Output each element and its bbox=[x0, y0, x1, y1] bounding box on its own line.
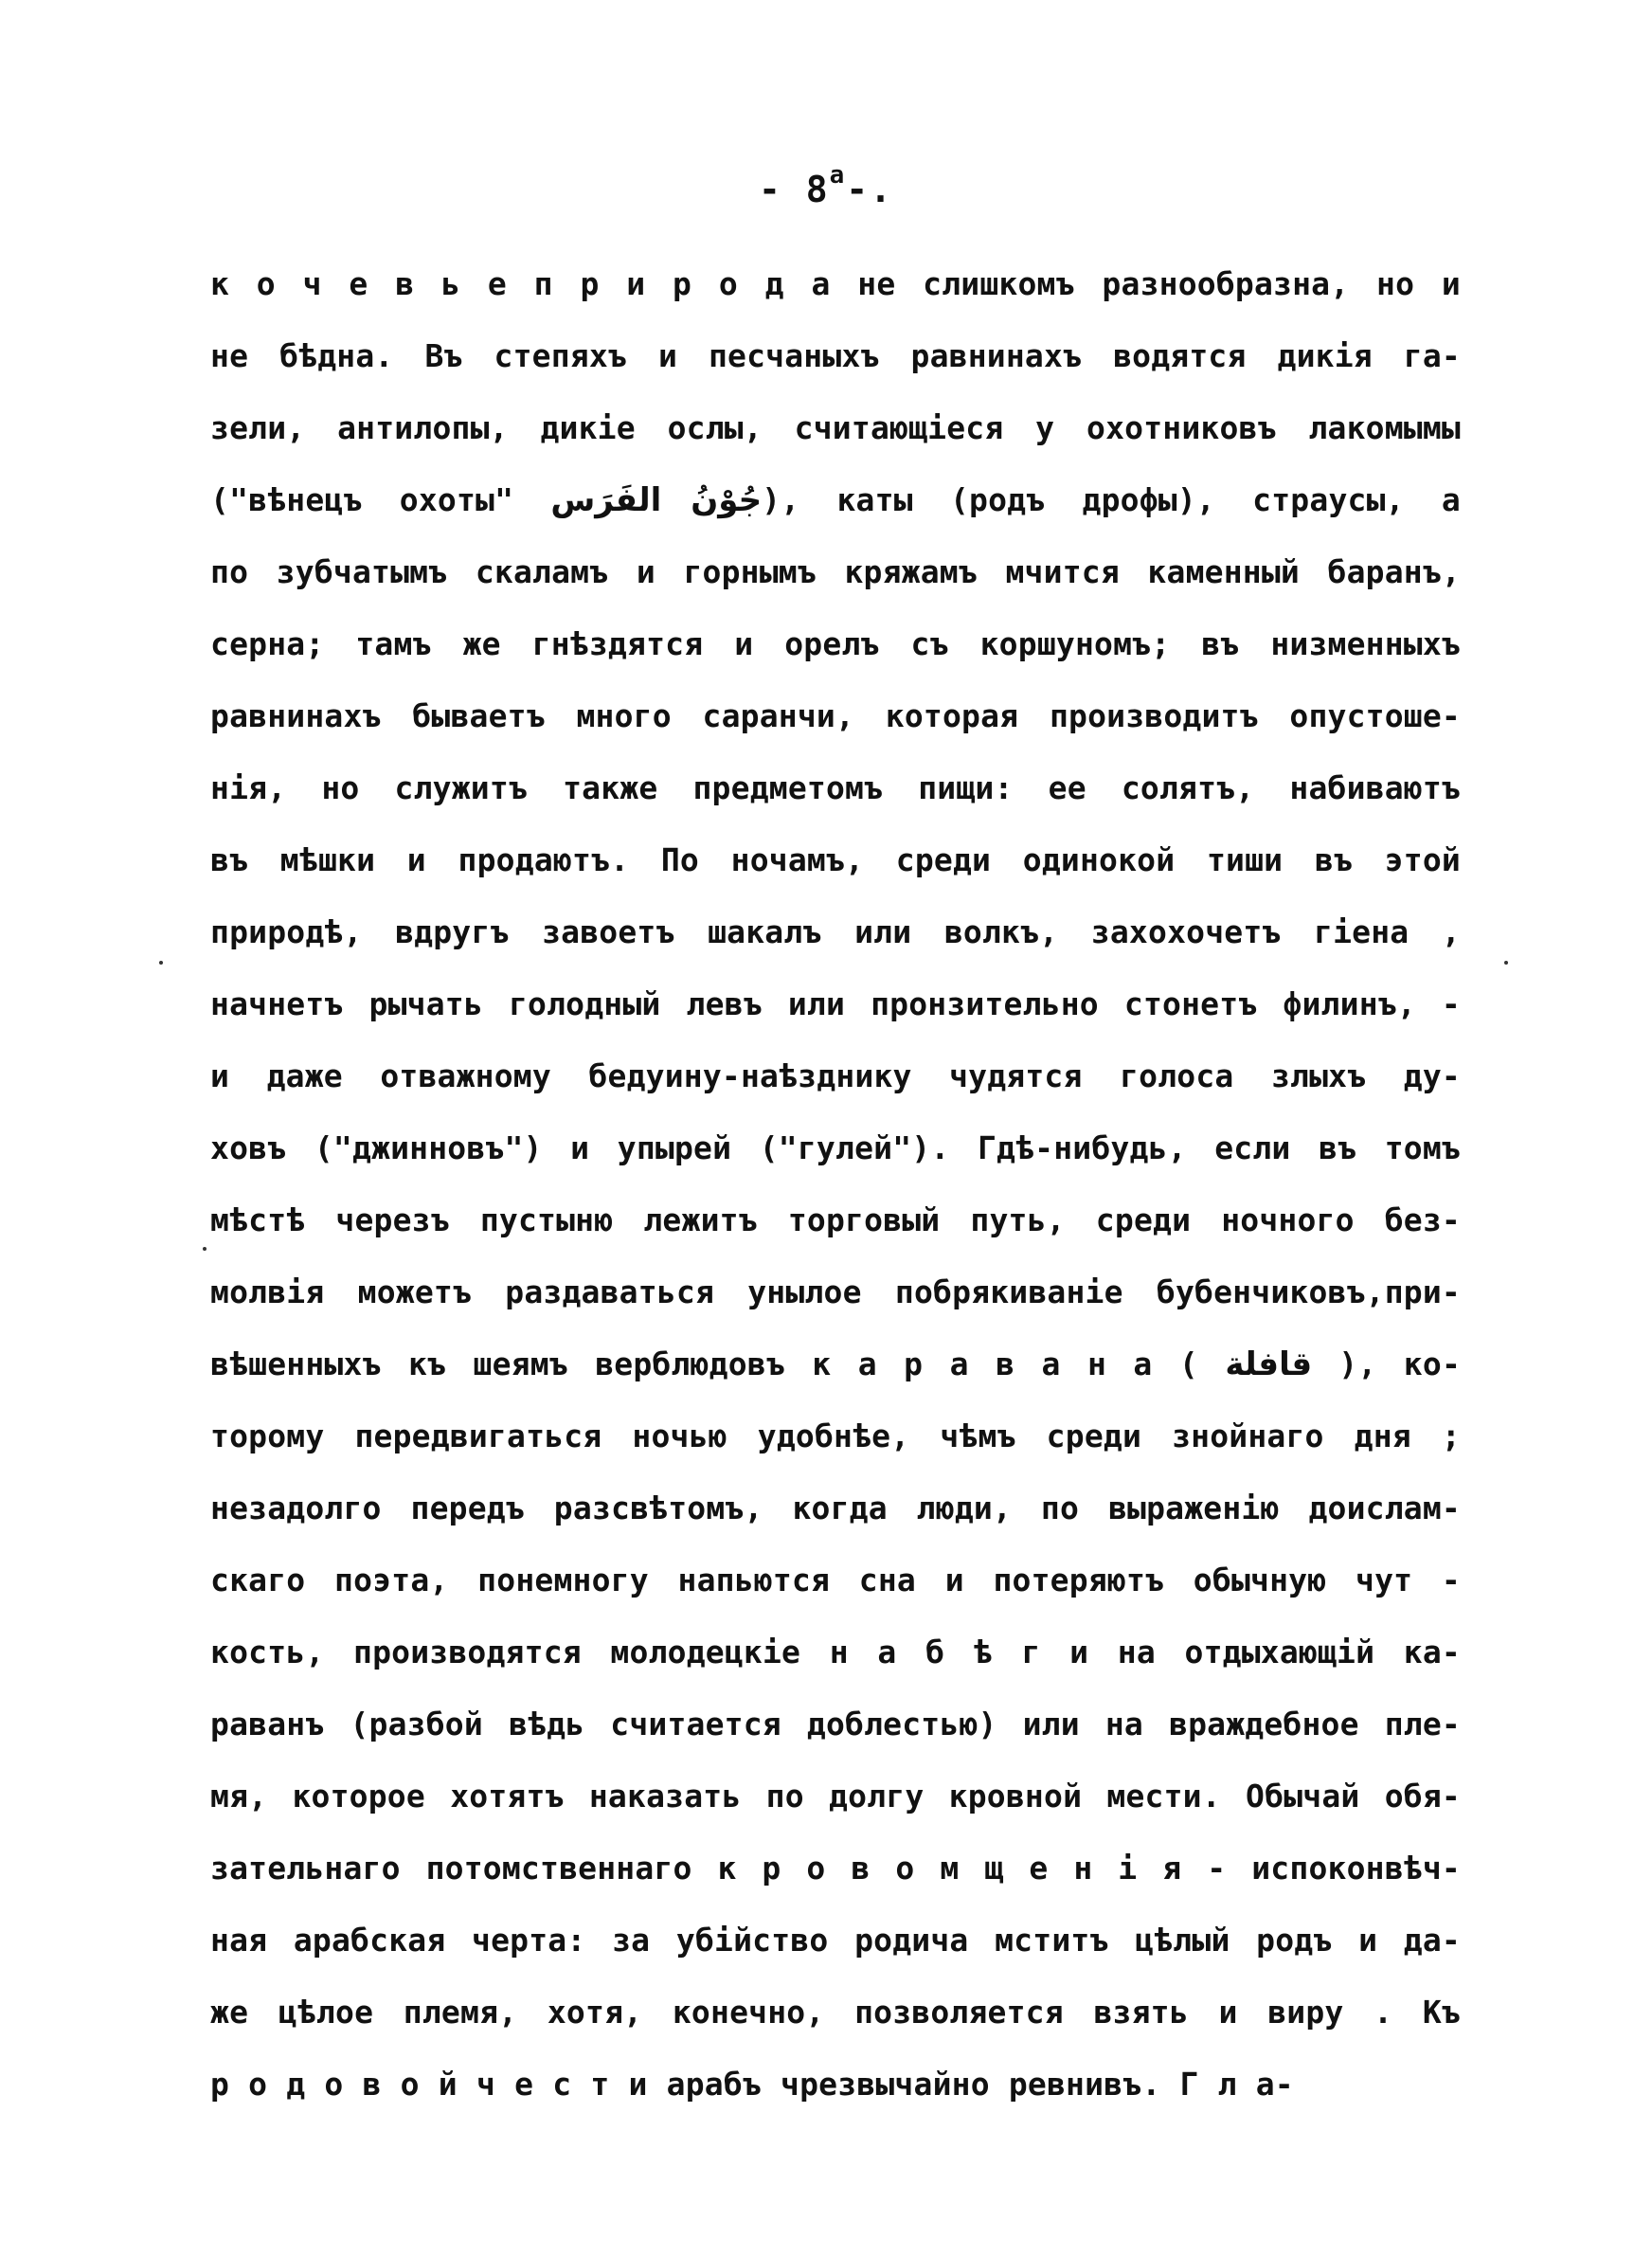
margin-speck bbox=[203, 1247, 206, 1251]
text-line bbox=[210, 1977, 1461, 2049]
line-text: ховъ ("джинновъ") и упырей ("гулей"). Гдѣ-нибудь, если въ томъ bbox=[210, 1129, 1461, 1166]
text-line bbox=[210, 2049, 1461, 2121]
text-line bbox=[210, 680, 1461, 752]
text-line bbox=[210, 1040, 1461, 1112]
margin-speck bbox=[159, 961, 163, 965]
text-line bbox=[210, 896, 1461, 968]
line-text: вѣшенныхъ къ шеямъ верблюдовъ к а р а в а н а ( bbox=[210, 1345, 1226, 1382]
line-text: кость, производятся молодецкіе н а б ѣ г и на отдыхающій ка- bbox=[210, 1634, 1461, 1670]
text-line bbox=[210, 1905, 1461, 1977]
line-text: к о ч е в ь е п р и р о д а не слишкомъ разнообразна, но и bbox=[210, 265, 1461, 302]
page-number-lead: - bbox=[758, 169, 806, 210]
text-line bbox=[210, 1472, 1461, 1544]
text-line bbox=[210, 1616, 1461, 1688]
text-line bbox=[210, 1400, 1461, 1472]
line-text: молвія можетъ раздаваться унылое побрякиваніе бубенчиковъ,при- bbox=[210, 1273, 1461, 1310]
text-line bbox=[210, 1328, 1461, 1400]
text-line bbox=[210, 1760, 1461, 1833]
line-text: и даже отважному бедуину-наѣзднику чудятся голоса злыхъ ду- bbox=[210, 1057, 1461, 1094]
page-number-value: 8 bbox=[805, 169, 830, 210]
line-text: р о д о в о й ч е с т и арабъ чрезвычайно ревнивъ. Г л а- bbox=[210, 2066, 1294, 2103]
line-text: природѣ, вдругъ завоетъ шакалъ или волкъ, захохочетъ гіена , bbox=[210, 913, 1461, 950]
line-text: въ мѣшки и продаютъ. По ночамъ, среди одинокой тиши въ этой bbox=[210, 841, 1461, 878]
line-text: торому передвигаться ночью удобнѣе, чѣмъ среди знойнаго дня ; bbox=[210, 1417, 1461, 1454]
text-line bbox=[210, 320, 1461, 392]
text-line bbox=[210, 824, 1461, 896]
line-text: зели, антилопы, дикіе ослы, считающіеся у охотниковъ лакомымы bbox=[210, 409, 1461, 446]
line-text: раванъ (разбой вѣдь считается доблестью) или на враждебное пле- bbox=[210, 1706, 1461, 1742]
line-text: нія, но служитъ также предметомъ пищи: ее солятъ, набиваютъ bbox=[210, 769, 1461, 806]
page-number bbox=[0, 161, 1652, 210]
text-line bbox=[210, 1544, 1461, 1616]
line-text: же цѣлое племя, хотя, конечно, позволяется взять и виру . Къ bbox=[210, 1994, 1461, 2031]
page-number-trail: -. bbox=[846, 169, 894, 210]
arabic-inline-text: جُوْنُ الفَرَس bbox=[550, 481, 763, 519]
text-line bbox=[210, 464, 1461, 536]
line-text: ная арабская черта: за убійство родича мститъ цѣлый родъ и да- bbox=[210, 1922, 1461, 1959]
margin-speck bbox=[1504, 961, 1508, 965]
line-text: по зубчатымъ скаламъ и горнымъ кряжамъ мчится каменный баранъ, bbox=[210, 553, 1461, 590]
line-text: начнетъ рычать голодный левъ или пронзительно стонетъ филинъ, - bbox=[210, 985, 1461, 1022]
line-text: незадолго передъ разсвѣтомъ, когда люди, по выраженію доислам- bbox=[210, 1490, 1461, 1526]
body-text bbox=[210, 248, 1461, 2121]
page-number-suffix: а bbox=[829, 161, 847, 190]
line-text: мѣстѣ черезъ пустыню лежитъ торговый путь, среди ночного без- bbox=[210, 1201, 1461, 1238]
line-text: ), ко- bbox=[1312, 1345, 1461, 1382]
text-line bbox=[210, 968, 1461, 1040]
text-line bbox=[210, 392, 1461, 464]
text-line bbox=[210, 1112, 1461, 1184]
line-text: не бѣдна. Въ степяхъ и песчаныхъ равнинахъ водятся дикія га- bbox=[210, 337, 1461, 374]
text-line bbox=[210, 608, 1461, 680]
text-line bbox=[210, 536, 1461, 608]
line-text: серна; тамъ же гнѣздятся и орелъ съ коршуномъ; въ низменныхъ bbox=[210, 625, 1461, 662]
line-text: мя, которое хотятъ наказать по долгу кровной мести. Обычай обя- bbox=[210, 1778, 1461, 1815]
line-text: ), каты (родъ дрофы), страусы, а bbox=[762, 481, 1461, 518]
line-text: равнинахъ бываетъ много саранчи, которая производитъ опустоше- bbox=[210, 697, 1461, 734]
line-text: зательнаго потомственнаго к р о в о м щ е н і я - испоконвѣч- bbox=[210, 1850, 1461, 1887]
text-line bbox=[210, 752, 1461, 824]
line-text: ("вѣнецъ охоты" bbox=[210, 481, 551, 518]
arabic-inline-text: قافلة bbox=[1225, 1345, 1313, 1383]
text-line bbox=[210, 248, 1461, 320]
text-line bbox=[210, 1833, 1461, 1905]
text-line bbox=[210, 1688, 1461, 1760]
text-line bbox=[210, 1184, 1461, 1256]
line-text: скаго поэта, понемногу напьются сна и потеряютъ обычную чут - bbox=[210, 1562, 1461, 1598]
text-line bbox=[210, 1256, 1461, 1328]
